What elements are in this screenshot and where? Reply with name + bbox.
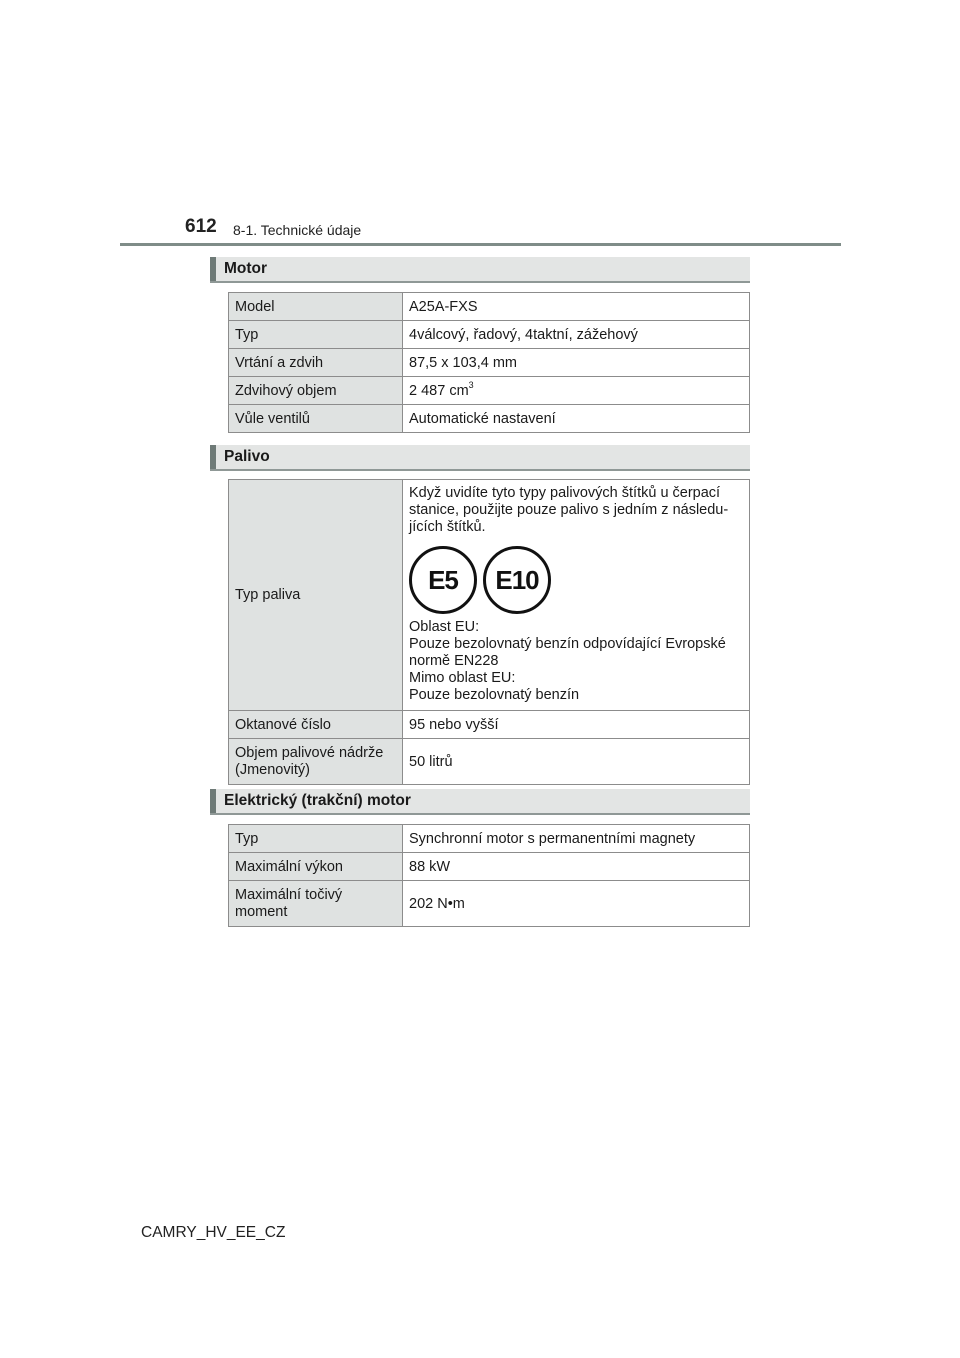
fuel-note: Pouze bezolovnatý benzín odpovídající Evropské normě EN228 [409,636,726,669]
spec-key: Vrtání a zdvih [229,349,403,377]
spec-value: 95 nebo vyšší [403,711,750,739]
fuel-label-instruction: Když uvidíte tyto typy palivových štítků u čerpací stanice, použijte pouze palivo s jedním z následu-jících štítků. [409,485,729,535]
table-row [229,321,750,349]
fuel-note: Pouze bezolovnatý benzín [409,687,580,703]
spec-value: Automatické nastavení [403,405,750,433]
section-title: Elektrický (trakční) motor [224,792,411,809]
spec-key: Typ [229,825,403,853]
displacement-value: 2 487 cm [409,382,469,399]
spec-value: 4válcový, řadový, 4taktní, zážehový [403,321,750,349]
spec-value: Synchronní motor s permanentními magnety [403,825,750,853]
spec-value [403,480,750,711]
heading-bar [210,257,216,281]
section-heading-motor [210,257,750,283]
spec-value: 87,5 x 103,4 mm [403,349,750,377]
section-title: Motor [224,260,268,277]
fuel-spec-table [228,479,750,785]
spec-key: Maximální točivý moment [229,881,403,927]
table-row [229,825,750,853]
spec-value: 50 litrů [403,739,750,785]
section-title: Palivo [224,448,270,465]
spec-value: 202 N•m [403,881,750,927]
table-row [229,349,750,377]
e10-fuel-label-icon: E10 [483,546,551,614]
heading-bar [210,789,216,813]
section-heading-palivo [210,445,750,471]
table-row [229,881,750,927]
motor-spec-table [228,292,750,433]
spec-key: Vůle ventilů [229,405,403,433]
table-row [229,405,750,433]
spec-key: Maximální výkon [229,853,403,881]
fuel-note: Mimo oblast EU: [409,670,516,686]
spec-value: 88 kW [403,853,750,881]
spec-key: Objem palivové nádrže (Jmenovitý) [229,739,403,785]
section-heading-electric-motor [210,789,750,815]
electric-motor-spec-table [228,824,750,927]
fuel-note: Oblast EU: [409,619,480,635]
table-row [229,480,750,711]
spec-key: Oktanové číslo [229,711,403,739]
spec-key: Model [229,293,403,321]
spec-value [403,377,750,405]
spec-key: Typ paliva [229,480,403,711]
header-divider [120,243,841,246]
fuel-labels [409,546,743,614]
table-row [229,853,750,881]
table-row [229,711,750,739]
table-row [229,739,750,785]
table-row [229,293,750,321]
section-reference: 8-1. Technické údaje [233,222,362,238]
heading-bar [210,445,216,469]
e5-fuel-label-icon: E5 [409,546,477,614]
page-number: 612 [185,216,217,237]
table-row [229,377,750,405]
unit-exponent: 3 [468,379,474,390]
spec-value: A25A-FXS [403,293,750,321]
document-code: CAMRY_HV_EE_CZ [141,1224,286,1241]
spec-key: Zdvihový objem [229,377,403,405]
fuel-notes [409,619,743,704]
spec-key: Typ [229,321,403,349]
